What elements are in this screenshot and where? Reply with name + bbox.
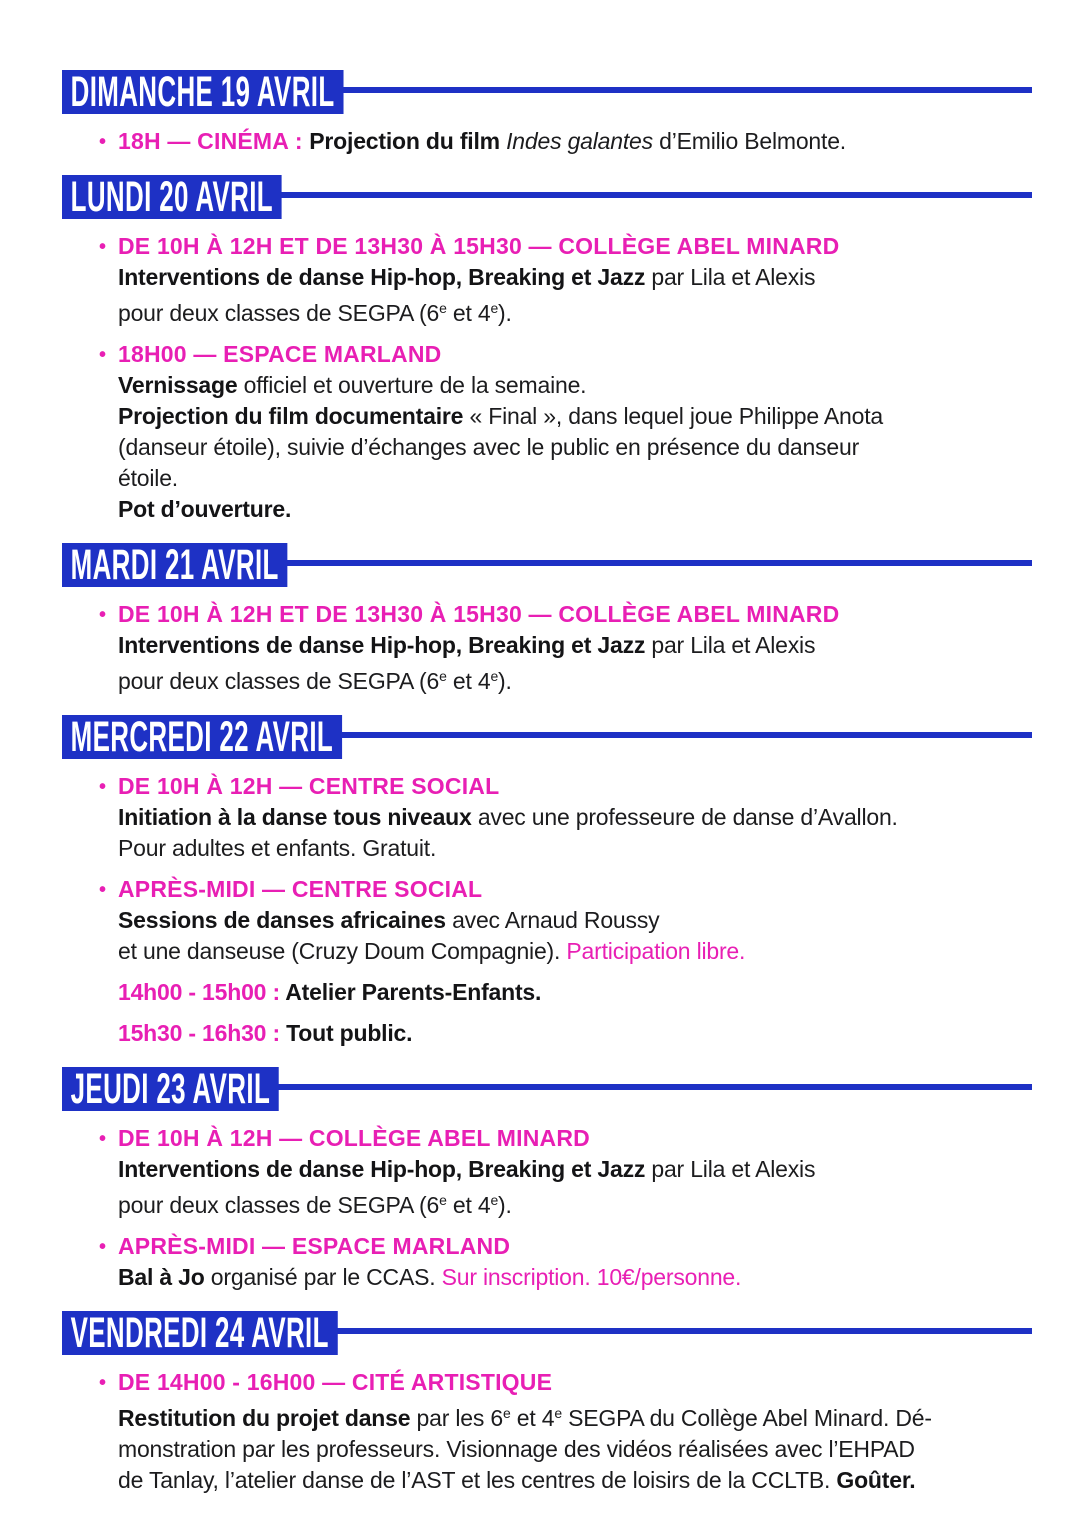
text-segment: DE 10H À 12H — CENTRE SOCIAL: [118, 773, 500, 799]
day-section: [62, 1308, 1032, 1496]
day-title-box: [62, 540, 287, 589]
event: [62, 231, 1032, 329]
text-segment: e: [439, 1192, 447, 1208]
day-section: [62, 540, 1032, 697]
event-heading-line: [99, 874, 1032, 905]
text-segment: ).: [498, 668, 512, 694]
text-segment: avec une professeure de danse d’Avallon.: [471, 804, 898, 830]
text-segment: et 4: [446, 1192, 491, 1218]
text-segment: SEGPA du Collège Abel Minard. Dé-: [561, 1405, 932, 1431]
text-segment: DE 10H À 12H ET DE 13H30 À 15H30 — COLLÈGE ABEL MINARD: [118, 233, 840, 259]
event-heading-line: [118, 977, 1032, 1008]
text-segment: Restitution du projet danse: [118, 1405, 411, 1431]
event: [62, 874, 1032, 967]
text-segment: avec Arnaud Roussy: [445, 907, 660, 933]
day-header: [62, 1308, 1032, 1357]
text-segment: par les 6: [410, 1405, 503, 1431]
event-text-line: [118, 802, 1032, 833]
text-segment: e: [490, 300, 499, 316]
event-heading-line: [99, 599, 1032, 630]
schedule: [62, 67, 1032, 1496]
text-segment: e: [502, 1405, 511, 1421]
text-segment: Sessions de danses africaines: [118, 907, 446, 933]
bullet-icon: •: [99, 1372, 106, 1394]
day-title-label: VENDREDI 24 AVRIL: [70, 1308, 329, 1357]
text-segment: par Lila et Alexis: [645, 632, 816, 658]
text-segment: Participation libre.: [566, 938, 746, 964]
bullet-icon: •: [99, 604, 106, 626]
text-segment: Bal à Jo: [118, 1264, 205, 1290]
event-heading-line: [99, 339, 1032, 370]
day-title-label: DIMANCHE 19 AVRIL: [70, 67, 335, 116]
event-heading-line: [99, 771, 1032, 802]
event-text-line: [118, 401, 1032, 432]
event-heading-line: [99, 231, 1032, 262]
text-segment: APRÈS-MIDI — CENTRE SOCIAL: [118, 876, 483, 902]
text-segment: étoile.: [118, 465, 178, 491]
text-segment: officiel et ouverture de la semaine.: [237, 372, 587, 398]
event-text-line: [118, 1154, 1032, 1185]
text-segment: ).: [498, 1192, 512, 1218]
day-title-box: [62, 712, 342, 761]
text-segment: Projection du film documentaire: [118, 403, 464, 429]
text-segment: 18H00 — ESPACE MARLAND: [118, 341, 442, 367]
text-segment: Pour adultes et enfants. Gratuit.: [118, 835, 437, 861]
bullet-icon: •: [99, 1236, 106, 1258]
bullet-icon: •: [99, 344, 106, 366]
event-text-line: [118, 463, 1032, 494]
text-segment: pour deux classes de SEGPA (6: [118, 300, 440, 326]
day-header: [62, 540, 1032, 589]
text-segment: organisé par le CCAS.: [204, 1264, 442, 1290]
event-text-line: [118, 661, 1032, 697]
day-title-box: [62, 172, 282, 221]
event-text-line: [118, 432, 1032, 463]
text-segment: Tout public.: [286, 1020, 413, 1046]
event: [62, 977, 1032, 1008]
text-segment: Projection du film: [309, 128, 507, 154]
bullet-icon: •: [99, 879, 106, 901]
event: [62, 599, 1032, 697]
day-title-box: [62, 1308, 337, 1357]
text-segment: DE 10H À 12H — COLLÈGE ABEL MINARD: [118, 1125, 590, 1151]
text-segment: Interventions de danse Hip-hop, Breaking et Jazz: [118, 264, 646, 290]
text-segment: Initiation à la danse tous niveaux: [118, 804, 472, 830]
event-text-line: [118, 936, 1032, 967]
bullet-icon: •: [99, 1128, 106, 1150]
day-title-label: MARDI 21 AVRIL: [70, 540, 279, 589]
event: [62, 339, 1032, 525]
day-title-label: LUNDI 20 AVRIL: [70, 172, 273, 221]
text-segment: e: [490, 1192, 499, 1208]
text-segment: DE 14H00 - 16H00 — CITÉ ARTISTIQUE: [118, 1369, 553, 1395]
text-segment: e: [554, 1405, 562, 1421]
day-header: [62, 712, 1032, 761]
event-text-line: [118, 1434, 1032, 1465]
text-segment: DE 10H À 12H ET DE 13H30 À 15H30 — COLLÈGE ABEL MINARD: [118, 601, 840, 627]
day-section: [62, 712, 1032, 1049]
text-segment: pour deux classes de SEGPA (6: [118, 668, 440, 694]
text-segment: Indes galantes: [506, 128, 653, 154]
event-heading-line: [99, 1123, 1032, 1154]
event-text-line: [118, 293, 1032, 329]
event-text-line: [118, 630, 1032, 661]
event-heading-line: [99, 126, 1032, 157]
text-segment: « Final », dans lequel joue Philippe Anota: [463, 403, 884, 429]
event: [62, 1123, 1032, 1221]
text-segment: e: [490, 668, 499, 684]
day-header: [62, 172, 1032, 221]
text-segment: e: [439, 668, 447, 684]
text-segment: 14h00 - 15h00 :: [118, 979, 286, 1005]
event: [62, 771, 1032, 864]
text-segment: et 4: [446, 300, 491, 326]
text-segment: (danseur étoile), suivie d’échanges avec le public en présence du danseur: [118, 434, 860, 460]
event-text-line: [118, 494, 1032, 525]
bullet-icon: •: [99, 131, 106, 153]
day-section: [62, 172, 1032, 525]
text-segment: Interventions de danse Hip-hop, Breaking et Jazz: [118, 1156, 646, 1182]
event-text-line: [118, 1465, 1032, 1496]
bullet-icon: •: [99, 236, 106, 258]
event-heading-line: [99, 1367, 1032, 1398]
text-segment: Vernissage: [118, 372, 238, 398]
event: [62, 1231, 1032, 1293]
text-segment: Sur inscription. 10€/personne.: [441, 1264, 742, 1290]
text-segment: Atelier Parents-Enfants.: [285, 979, 542, 1005]
text-segment: par Lila et Alexis: [645, 1156, 816, 1182]
text-segment: de Tanlay, l’atelier danse de l’AST et les centres de loisirs de la CCLTB.: [118, 1467, 837, 1493]
bullet-icon: •: [99, 776, 106, 798]
day-title-box: [62, 1064, 279, 1113]
text-segment: d’Emilio Belmonte.: [652, 128, 846, 154]
event: [62, 126, 1032, 157]
text-segment: APRÈS-MIDI — ESPACE MARLAND: [118, 1233, 511, 1259]
text-segment: Interventions de danse Hip-hop, Breaking et Jazz: [118, 632, 646, 658]
day-title-box: [62, 67, 343, 116]
day-title-label: JEUDI 23 AVRIL: [70, 1064, 271, 1113]
event: [62, 1367, 1032, 1496]
text-segment: monstration par les professeurs. Visionnage des vidéos réalisées avec l’EHPAD: [118, 1436, 915, 1462]
event-text-line: [118, 262, 1032, 293]
text-segment: 15h30 - 16h30 :: [118, 1020, 287, 1046]
event-text-line: [118, 833, 1032, 864]
event: [62, 1018, 1032, 1049]
event-text-line: [118, 370, 1032, 401]
day-header: [62, 1064, 1032, 1113]
event-text-line: [118, 905, 1032, 936]
day-section: [62, 1064, 1032, 1293]
text-segment: et 4: [510, 1405, 555, 1431]
text-segment: et une danseuse (Cruzy Doum Compagnie).: [118, 938, 567, 964]
event-text-line: [118, 1398, 1032, 1434]
event-heading-line: [99, 1231, 1032, 1262]
text-segment: et 4: [446, 668, 491, 694]
text-segment: Pot d’ouverture.: [118, 496, 292, 522]
event-text-line: [118, 1262, 1032, 1293]
day-title-label: MERCREDI 22 AVRIL: [70, 712, 334, 761]
text-segment: ).: [498, 300, 512, 326]
event-heading-line: [118, 1018, 1032, 1049]
day-section: [62, 67, 1032, 157]
text-segment: Goûter.: [836, 1467, 916, 1493]
day-header: [62, 67, 1032, 116]
text-segment: 18H — CINÉMA :: [118, 128, 310, 154]
text-segment: e: [439, 300, 447, 316]
event-text-line: [118, 1185, 1032, 1221]
text-segment: par Lila et Alexis: [645, 264, 816, 290]
text-segment: pour deux classes de SEGPA (6: [118, 1192, 440, 1218]
